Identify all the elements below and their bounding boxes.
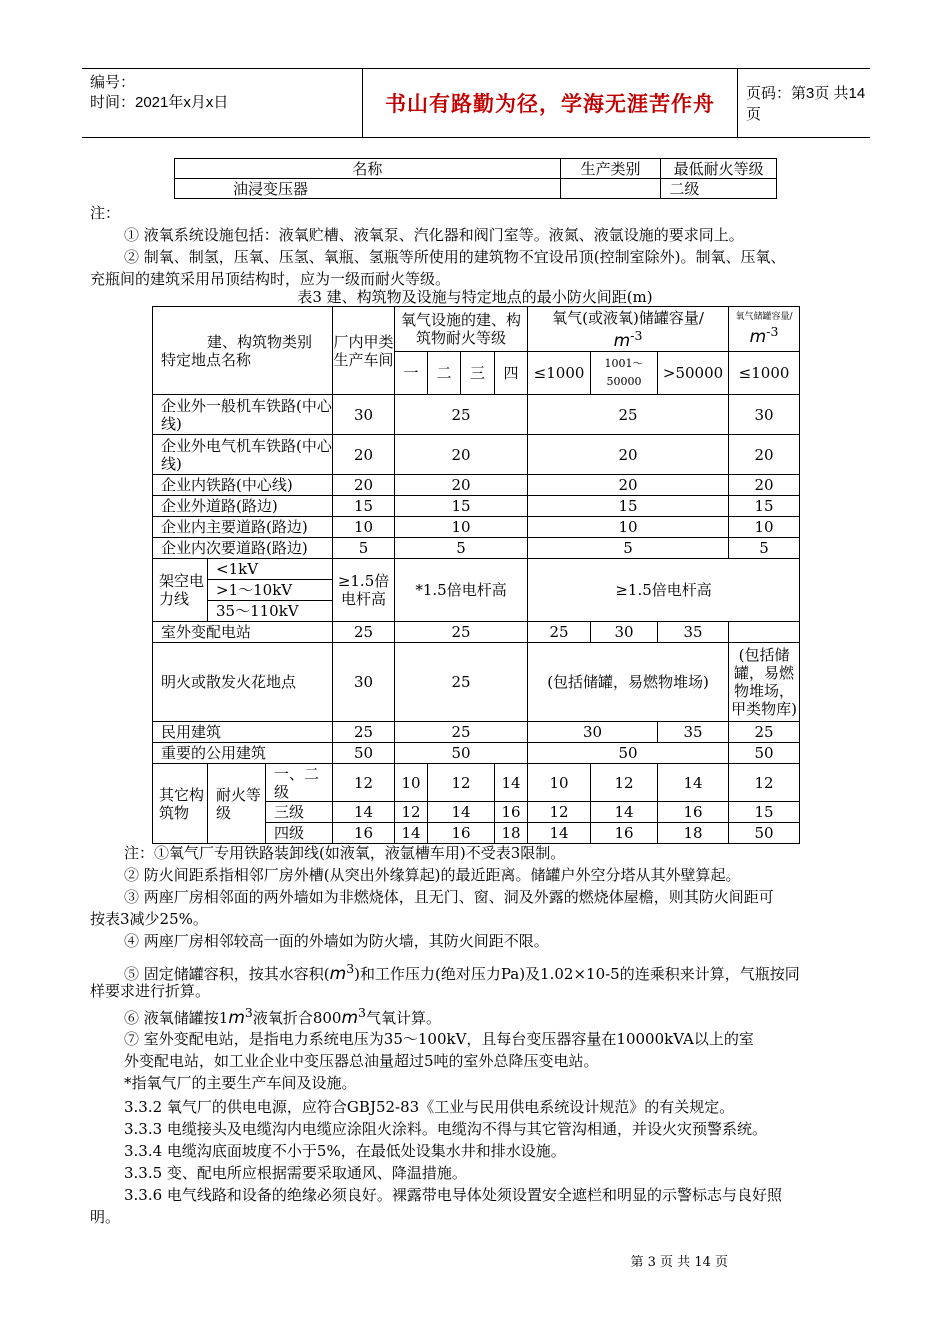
cap-2: 1001～50000 (591, 352, 658, 395)
other-val: 16 (428, 823, 495, 844)
row-plant: 30 (333, 643, 395, 722)
row-name: 企业内铁路(中心线) (153, 475, 333, 496)
grade-2: 二 (428, 352, 461, 395)
note-b3b: 按表3减少25%。 (90, 910, 208, 928)
row-tank12: 30 (528, 722, 658, 743)
unit-exp-2: -3 (766, 324, 779, 339)
other-val: 10 (395, 764, 428, 802)
row-name: 企业外电气机车铁路(中心线) (153, 435, 333, 475)
power-plant: ≥1.5倍电杆高 (333, 559, 395, 622)
table-row (153, 643, 800, 722)
unit-m3-1: m (329, 964, 347, 984)
power-sub: <1kV (208, 559, 333, 580)
other-val: 16 (495, 802, 528, 823)
table-row (153, 743, 800, 764)
row-name: 企业外道路(路边) (153, 496, 333, 517)
note-b5a (124, 958, 800, 985)
grade-1: 一 (395, 352, 428, 395)
row-last: 20 (729, 435, 800, 475)
row-name: 重要的公用建筑 (153, 743, 333, 764)
doc-number: 编号： (90, 74, 136, 91)
row-plant: 20 (333, 475, 395, 496)
row-tank: 15 (528, 496, 729, 517)
row-plant: 10 (333, 517, 395, 538)
header-meta (82, 69, 278, 137)
other-grade: 一、二级 (266, 764, 333, 802)
t1-row-name: 油浸变压器 (175, 179, 561, 199)
row-plant: 25 (333, 622, 395, 643)
row-tank: 5 (528, 538, 729, 559)
row-oxy: 10 (395, 517, 528, 538)
row-name: 室外变配电站 (153, 622, 333, 643)
row-plant: 30 (333, 395, 395, 435)
note-b5a-1: ⑤ 固定储罐容积，按其水容积( (124, 965, 330, 983)
transformer-table (174, 158, 777, 199)
power-sub: 35～110kV (208, 601, 333, 622)
note-b1: 注：①氧气厂专用铁路装卸线(如液氧，液氩槽车用)不受表3限制。 (124, 844, 566, 862)
note-b4: ④ 两座厂房相邻较高一面的外墙如为防火墙，其防火间距不限。 (124, 932, 549, 950)
power-sub: >1～10kV (208, 580, 333, 601)
row-tank3: 35 (658, 622, 729, 643)
table-row (153, 395, 800, 435)
header-tank2 (729, 307, 800, 352)
note-b3a: ③ 两座厂房相邻面的两外墙如为非燃烧体，且无门、窗、洞及外露的燃烧体屋檐，则其防火间距可 (124, 888, 774, 906)
header-oxy-grade: 氧气设施的建、构筑物耐火等级 (395, 307, 528, 352)
header-tank2-unit (729, 323, 799, 346)
unit-m3-2: m (228, 1008, 245, 1028)
row-oxy: 50 (395, 743, 528, 764)
section-3-3-3: 3.3.3 电缆接头及电缆沟内电缆应涂阻火涂料。电缆沟不得与其它管沟相通，并设火灾预警系统。 (124, 1120, 767, 1138)
other-val: 16 (658, 802, 729, 823)
other-val: 14 (395, 823, 428, 844)
row-plant: 20 (333, 435, 395, 475)
row-name: 企业外一般机车铁路(中心线) (153, 395, 333, 435)
header-page-number: 页码：第3页 共14页 (746, 85, 866, 123)
other-label: 其它构筑物 (153, 764, 208, 844)
other-val: 14 (495, 764, 528, 802)
row-last: (包括储罐，易燃物堆场，甲类物库) (729, 643, 800, 722)
row-tank: 20 (528, 435, 729, 475)
other-grade: 四级 (266, 823, 333, 844)
row-name: 明火或散发火花地点 (153, 643, 333, 722)
other-grade: 三级 (266, 802, 333, 823)
other-val: 14 (591, 802, 658, 823)
table-row (153, 475, 800, 496)
cap-1: ≤1000 (528, 352, 591, 395)
table-row (153, 517, 800, 538)
row-last: 5 (729, 538, 800, 559)
header-plant: 厂内甲类生产车间 (333, 307, 395, 395)
table-row (153, 622, 800, 643)
section-3-3-6a: 3.3.6 电气线路和设备的绝缘必须良好。裸露带电导体处须设置安全遮栏和明显的示警标志与良好照 (124, 1186, 782, 1204)
section-3-3-4: 3.3.4 电缆沟底面坡度不小于5%，在最低处设集水井和排水设施。 (124, 1142, 566, 1160)
row-oxy: 20 (395, 475, 528, 496)
note-1: ① 液氧系统设施包括：液氧贮槽、液氧泵、汽化器和阀门室等。液氮、液氩设施的要求同上。 (124, 226, 744, 244)
row-name: 企业内主要道路(路边) (153, 517, 333, 538)
other-val: 12 (395, 802, 428, 823)
other-sub: 耐火等级 (208, 764, 266, 844)
header-tank-unit (528, 327, 728, 350)
corner-header (153, 307, 333, 395)
doc-date: 时间：2021年x月x日 (90, 94, 229, 111)
notes-label: 注： (90, 204, 121, 222)
other-val: 14 (428, 802, 495, 823)
other-val: 14 (658, 764, 729, 802)
cap-3: >50000 (658, 352, 729, 395)
row-tank3: 35 (658, 722, 729, 743)
row-last: 50 (729, 743, 800, 764)
row-last: 10 (729, 517, 800, 538)
row-tank: 10 (528, 517, 729, 538)
note-2b: 充瓶间的建筑采用吊顶结构时，应为一级而耐火等级。 (90, 270, 451, 288)
note-b2: ② 防火间距系指相邻厂房外槽(从突出外缘算起)的最近距离。储罐户外空分塔从其外壁算起。 (124, 866, 741, 884)
t1-header-grade: 最低耐火等级 (661, 159, 777, 179)
row-last: 25 (729, 722, 800, 743)
other-row (153, 764, 800, 802)
other-val: 12 (729, 764, 800, 802)
note-b8: *指氧气厂的主要生产车间及设施。 (124, 1074, 357, 1092)
note-b6-3: 气氧计算。 (365, 1009, 441, 1027)
t1-row-category (560, 179, 661, 199)
row-tank: 20 (528, 475, 729, 496)
header-tank-label: 氧气(或液氧)储罐容量/ (552, 308, 704, 327)
unit-exp: -3 (630, 327, 643, 343)
table-row (153, 722, 800, 743)
other-val: 16 (591, 823, 658, 844)
other-val: 15 (729, 802, 800, 823)
header-tank2-label: 氧气储罐容量/ (735, 312, 793, 322)
row-oxy: 20 (395, 435, 528, 475)
note-b6 (124, 1002, 441, 1029)
other-val: 50 (729, 823, 800, 844)
row-tank: 50 (528, 743, 729, 764)
row-last: 30 (729, 395, 800, 435)
t1-header-name: 名称 (175, 159, 561, 179)
note-b7a: ⑦ 室外变配电站，是指电力系统电压为35～100kV，且每台变压器容量在10000kVA以上的室 (124, 1030, 754, 1048)
row-last: 20 (729, 475, 800, 496)
table-row (153, 538, 800, 559)
row-last: 15 (729, 496, 800, 517)
row-plant: 5 (333, 538, 395, 559)
t1-row-grade: 二级 (661, 179, 777, 199)
row-tank: 25 (528, 395, 729, 435)
unit-m3-3-exp: 3 (358, 1005, 366, 1020)
cap-4: ≤1000 (729, 352, 800, 395)
page-footer (0, 1251, 950, 1270)
unit-m: m (613, 330, 631, 351)
note-2a: ② 制氧、制氢，压氧、压氢、氧瓶、氢瓶等所使用的建筑物不宜设吊顶(控制室除外)。制氧、压氧、 (124, 248, 786, 266)
row-tank1: 25 (528, 622, 591, 643)
unit-m3-2-exp: 3 (244, 1005, 253, 1020)
row-oxy: 15 (395, 496, 528, 517)
row-oxy: 25 (395, 622, 528, 643)
note-b5b: 样要求进行折算。 (90, 982, 211, 1000)
header-motto: 书山有路勤为径，学海无涯苦作舟 (362, 69, 738, 137)
table-title: 表3 建、构筑物及设施与特定地点的最小防火间距(m) (297, 288, 653, 306)
row-last (729, 622, 800, 643)
corner-header-b: 特定地点名称 (161, 350, 252, 369)
row-plant: 15 (333, 496, 395, 517)
power-row (153, 559, 800, 580)
other-val: 14 (528, 823, 591, 844)
other-val: 18 (658, 823, 729, 844)
table-row (153, 496, 800, 517)
unit-m-2: m (749, 327, 767, 347)
power-oxy: *1.5倍电杆高 (395, 559, 528, 622)
note-b6-1: ⑥ 液氧储罐按1 (124, 1009, 229, 1027)
row-oxy: 5 (395, 538, 528, 559)
row-name: 民用建筑 (153, 722, 333, 743)
t1-header-category: 生产类别 (560, 159, 661, 179)
unit-m3-1-exp: 3 (346, 961, 355, 976)
footer-page-number: 第 3 页 共 14 页 (630, 1255, 728, 1270)
unit-m3-3: m (341, 1008, 359, 1028)
other-val: 12 (591, 764, 658, 802)
row-oxy: 25 (395, 395, 528, 435)
other-val: 18 (495, 823, 528, 844)
note-b5a-2: )和工作压力(绝对压力Pa)及1.02×10-5的连乘积来计算，气瓶按同 (354, 965, 800, 983)
note-b6-2: 液氧折合800 (252, 1009, 342, 1027)
power-tank: ≥1.5倍电杆高 (528, 559, 800, 622)
other-val: 16 (333, 823, 395, 844)
row-oxy: 25 (395, 722, 528, 743)
fire-distance-table (152, 306, 800, 844)
grade-4: 四 (495, 352, 528, 395)
row-plant: 50 (333, 743, 395, 764)
other-val: 12 (528, 802, 591, 823)
grade-3: 三 (461, 352, 495, 395)
row-oxy: 25 (395, 643, 528, 722)
page-header (82, 68, 870, 138)
other-val: 10 (528, 764, 591, 802)
section-3-3-6b: 明。 (90, 1208, 121, 1226)
row-tank: (包括储罐，易燃物堆场) (528, 643, 729, 722)
row-plant: 25 (333, 722, 395, 743)
table-row (153, 435, 800, 475)
header-tank (528, 307, 729, 352)
power-label: 架空电力线 (153, 559, 208, 622)
other-val: 14 (333, 802, 395, 823)
note-b7b: 外变配电站，如工业企业中变压器总油量超过5吨的室外总降压变电站。 (124, 1052, 599, 1070)
section-3-3-2: 3.3.2 氧气厂的供电电源，应符合GBJ52-83《工业与民用供电系统设计规范》的有关规定。 (124, 1098, 735, 1116)
other-val: 12 (333, 764, 395, 802)
corner-header-a: 建、构筑物类别 (207, 332, 313, 351)
row-tank2: 30 (591, 622, 658, 643)
section-3-3-5: 3.3.5 变、配电所应根据需要采取通风、降温措施。 (124, 1164, 467, 1182)
row-name: 企业内次要道路(路边) (153, 538, 333, 559)
other-val: 12 (428, 764, 495, 802)
